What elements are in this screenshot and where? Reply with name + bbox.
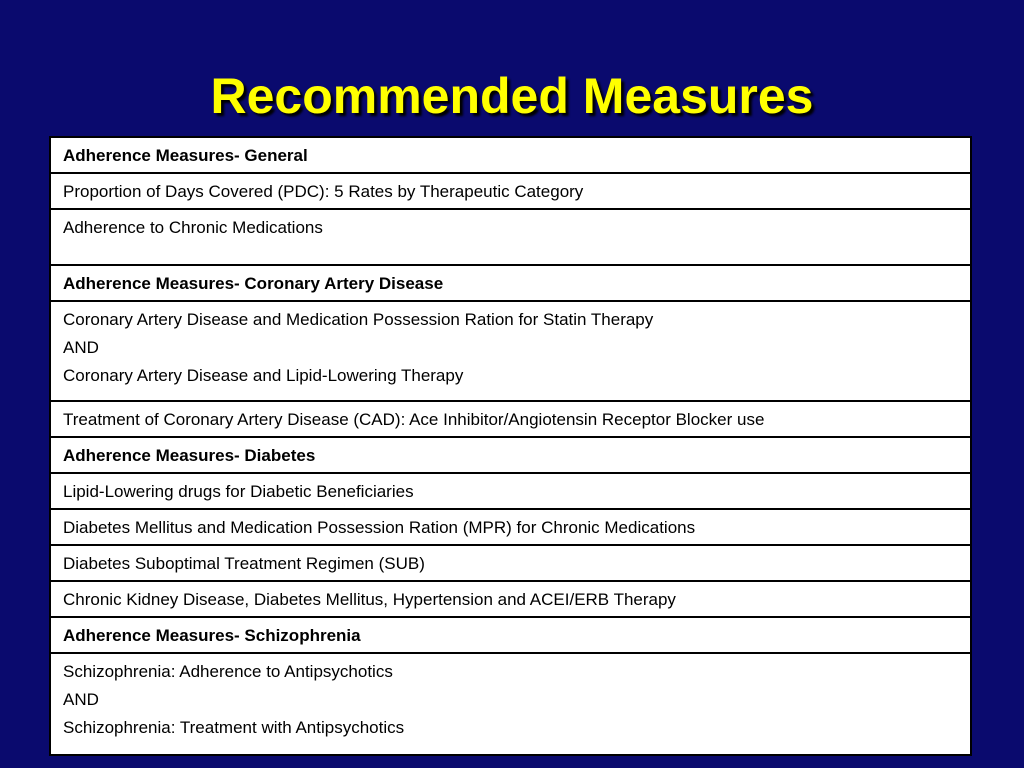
cell-text: Proportion of Days Covered (PDC): 5 Rates by Therapeutic Category [63, 182, 584, 201]
table-cell [50, 173, 971, 209]
cell-text: AND [63, 338, 99, 357]
table-row [50, 401, 971, 437]
slide-title: Recommended Measures [210, 68, 814, 124]
table-cell [50, 437, 971, 473]
cell-text: Adherence Measures- Schizophrenia [63, 626, 361, 645]
table-row [50, 209, 971, 265]
table-row [50, 581, 971, 617]
section-header-coronary-artery-disease [50, 265, 971, 301]
table-cell [50, 617, 971, 653]
table-row [50, 545, 971, 581]
cell-text: Schizophrenia: Adherence to Antipsychotics [63, 662, 393, 681]
table-cell [50, 581, 971, 617]
cell-text: Lipid-Lowering drugs for Diabetic Beneficiaries [63, 482, 414, 501]
table-row [50, 301, 971, 401]
section-header-schizophrenia [50, 617, 971, 653]
cell-text: Diabetes Suboptimal Treatment Regimen (SUB) [63, 554, 425, 573]
table-cell [50, 137, 971, 173]
cell-text: AND [63, 690, 99, 709]
cell-text: Adherence Measures- Diabetes [63, 446, 316, 465]
cell-text: Adherence Measures- Coronary Artery Disease [63, 274, 444, 293]
table-cell [50, 473, 971, 509]
measures-table [49, 136, 972, 756]
table-cell [50, 509, 971, 545]
cell-text: Coronary Artery Disease and Medication Possession Ration for Statin Therapy [63, 310, 654, 329]
table-row [50, 653, 971, 755]
cell-text: Diabetes Mellitus and Medication Possession Ration (MPR) for Chronic Medications [63, 518, 696, 537]
section-header-diabetes [50, 437, 971, 473]
table-cell [50, 653, 971, 755]
table-cell [50, 301, 971, 401]
cell-text: Treatment of Coronary Artery Disease (CAD): Ace Inhibitor/Angiotensin Receptor Blocker use [63, 410, 765, 429]
table-row [50, 509, 971, 545]
section-header-general [50, 137, 971, 173]
cell-text: Adherence to Chronic Medications [63, 218, 323, 237]
table-cell [50, 209, 971, 265]
cell-text: Chronic Kidney Disease, Diabetes Mellitus, Hypertension and ACEI/ERB Therapy [63, 590, 676, 609]
table-row [50, 173, 971, 209]
cell-text: Schizophrenia: Treatment with Antipsychotics [63, 718, 405, 737]
table-cell [50, 265, 971, 301]
table-cell [50, 545, 971, 581]
table-row [50, 473, 971, 509]
cell-text: Adherence Measures- General [63, 146, 308, 165]
cell-text: Coronary Artery Disease and Lipid-Lowering Therapy [63, 366, 464, 385]
table-cell [50, 401, 971, 437]
